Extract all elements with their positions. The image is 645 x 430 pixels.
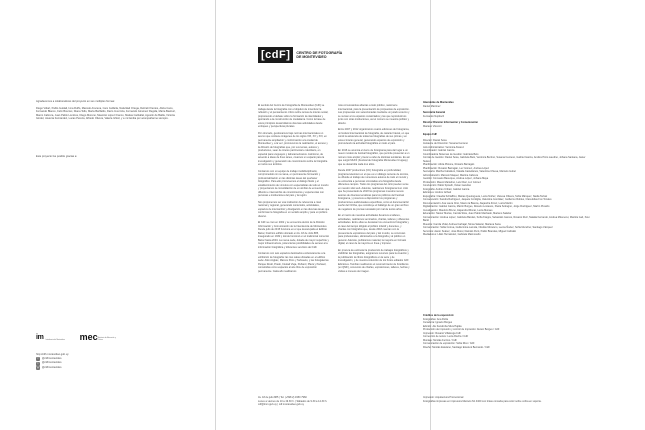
im-logo: im (36, 334, 44, 341)
equipo-line: Gestión: Consuelo Basurque, Andrea López, Johana Maya (423, 177, 489, 180)
about-paragraph: más convocatorias abiertas a todo público, nacional e internacional, para la presentación de propuestas de exposición. Las propuestas son seleccionadas mediante un jurado externo y se suman a los espacios curatoriados y las que reproducimos junto con otras instituciones, así el número se muestra público y abierto. (338, 104, 410, 125)
equipo-line: Planificación: Alicia Pistone, Rosario Barragán (423, 163, 475, 166)
equipo-line: Documentación: Ana Laura Cirio, Mauro la Bianca, Alejandra Ibírez, Lucía Martín (423, 201, 513, 205)
equipo-line: Comité de Gestión: Daniel Sosa, Gabriela Belo, Verónica Berrino, Susana Centeno, Gabriel García, Andrés Pinto Laudino, Johana Santana, Javier Suárez (423, 156, 586, 163)
about-paragraph: El sentido del Centro de Fotografía de Montevideo (CdF) se trabaja desde la fotografía con el objetivo de incentivar la reflexión y el pensamiento crítico sobre temas de interés social, proponiendo el debate sobre la formación de identidades y aportando a la construcción de ciudadanía. Como la base de estos principios desarrollamos diversas actividades desde enfoques y perspectivas plurales. (258, 104, 329, 128)
hours-line: Lunes a viernes de 10 a 19.30 h. | Sábados de 9.30 a 14.30 h. (258, 399, 328, 403)
equipo-line: Asistente de Dirección: Susana Centeno (423, 142, 468, 145)
equipo-line: Investigación: Mauricio Bruno, Alejandra Wisnar, Lucía Moraes (423, 208, 493, 212)
impresion-title: Impresión: Arquitectura Promocional (423, 396, 464, 399)
equipo-line: Coordinador: Gabriel García (423, 149, 455, 152)
web-link[interactable]: http://cdf.montevideo.gub.uy (36, 353, 69, 356)
equipo-line: Producción: Mauro Martelino, Luis Díaz, Luz Gómez (423, 180, 481, 184)
address-block (258, 396, 398, 407)
about-paragraph: Por otra lado, gestionamos bajo normas internacionales un acervo que contiene imágenes de los siglos XIX, XX y XXI, en permanente ampliación y conformación a la ciudad de Montevideo y, a la vez, promovemos la realización, el acceso y la difusión de fotografías que, por sus temas, autores y productores, sean de interés patrimonial e identitario, en especial para uruguayos y latinoamericanos. Asimismo, de acuerdo a ideas de fines tanes, creamos un espacio para la investigación y generación de conocimiento sobre la fotografía en todos sus ámbitos. (258, 131, 328, 166)
staff-role: Secretaria General (423, 111, 446, 114)
social-handle: @cdfmontevideo (42, 357, 62, 361)
contact-line[interactable]: cdf@imm.gub.uy | cdf.montevideo.gub.uy (258, 403, 304, 406)
equipo-line: Servicios: Aaron Suárez, José Morel, Damián Peró, Pablo Brandao, Miguel Carballo (423, 229, 516, 233)
equipo-line: Espografía: Claudia Schiaffino, Matías Queiroguera, Lucía Núñez, Vanesa Olivera, Sofía Márquez, Nadia Terkiel (423, 194, 548, 198)
credits-title: Créditos de la exposición: (423, 314, 455, 317)
thanks-heading: Agradecemos a colaboradores del proyecto en sus múltiples formas: (36, 100, 115, 103)
cdf-logo-text: CENTRO DE FOTOGRAFÍA DE MONTEVIDEO (296, 50, 343, 59)
social-handle: @cdfmontevideo (42, 365, 62, 369)
instagram-icon: ◎ (36, 365, 40, 369)
staff-block (423, 101, 593, 311)
thanks-block (36, 100, 176, 124)
about-paragraph: Contamos con un equipo de trabajo multidisciplinario, comprometido con su tarea, en permanente formación y profesionalización en las distintas áreas del quehacer fotográfico. Para ello promovemos el diálogo fluido y el establecimiento de vínculos con especialistas de todo el mundo y proyectamos la consolidación de un ámbito de encuentro, difusión e intercambio de conocimientos y experiencias con personas e instituciones del país y la región. (258, 169, 329, 197)
cdf-logo (258, 47, 342, 63)
facebook-icon: f (37, 357, 39, 361)
mec-logo-caption: Ministerio de Educación y Cultura (97, 338, 116, 341)
impresion-text: Fotografías impresas en impresora Marcelo NJ 4400 con tintas consulta para color sobre cobra en soporte. (423, 399, 542, 403)
im-logo-caption: Intendencia de Montevideo (45, 340, 65, 341)
equipo-line: Digitalización: Gabriel García, Martín Borges, Rosario Lostanos, Paola Sotragno, Jorge Rodríguez, Martín Picardo (423, 205, 550, 208)
equipo-line: Coordinadora Sistemas de Gestión: Gabriela Belo (423, 152, 479, 156)
credits-line: Comunicación de exposición: Sofía Rico / CdF (423, 342, 475, 345)
equipo-line: Mediadores: Lilián Hernández, Gabriela Maimonello (423, 233, 481, 236)
social-handle: @cdfmontevideo (42, 361, 62, 365)
credits-line: Corrección de textos: Lucía Rocha / CdF (423, 335, 469, 338)
about-paragraph: En el marco de nuestras actividades llevamos a talleres, actividades, realizamos seminarios, charlas, talleres y diferentes actividades. Entre ellas se destacan los encuentros Fotografía y el caso del tiempo dirigido al público infantil y docentes, y charlas con fotógrafos que, desde 2018 cuentan con la presencia de expositores del país y del mundo, se concretan para profesionales, aficionados a la fotografía y al público en general. Además, publicamos material, la mayoría en formato digital, el caso de la mayoría en línea y impreso. (338, 214, 410, 245)
social-block (36, 353, 69, 370)
support-line (36, 155, 176, 162)
staff-name: Fernando Nopitsch (423, 114, 445, 118)
about-paragraph: El CdF se creó en 2002 y se encuentra dentro de la División Información y Comunicación de la Intendencia de Montevideo. Desde julio de 2015 funciona en el que desocupaba el Edificio Bazar, histórico edificio ubicado en Av. 18 de Julio 885, inaugurado en 1932 y donde funcionó en el tradicional comercio Bazar hasta 2004. La nueva sede, dotada de mayor superficie y mejor infraestructura, potencia las posibilidades de acceso a la información fotográfica y diferentes servicios del CdF. (258, 221, 330, 249)
sponsor-logos (36, 333, 118, 342)
credits-line: Impresión: Rosario Villalonga CdF (423, 331, 461, 335)
credits-block (423, 314, 593, 349)
credits-line: Diseño: Nicolás Estelano, Santiago Estela & Bernardo / CdF (423, 345, 490, 349)
equipo-title: Equipo CdF (423, 133, 438, 136)
staff-role: Intendente de Montevideo (423, 101, 454, 104)
credits-line: Curaduría: Ignacio Borges (423, 321, 453, 324)
about-paragraph: En procura de estimular la producción de trabajos fotográficos y visibilizar las fotografías, asignamos recursos para la creación y la publicación de libros fotográficos en la serie y de investigación, y de nuestra colección de los Fotos editados CdF Ediciones. También realizamos el reconocimiento de Fotoliteros (en QMF), convenios de charlas, exposiciones, talleres, fechas y visitas a museos de imagen. (338, 248, 410, 273)
thanks-names: Diego Vidart, Pablo Guidali, Ivna Ruffo, Marcelo Arocena, Cam Gulfarla, Natividad Ortega, Debrah Klentos, Alicia Cano, Fernando Blanco, Felix Bourcet, Diana Tello, Marta Berlfaldo, Darío Inverniza, Fernando Giménez Regida, Marta Beeburi, Marco Cabrera, Juan Pablo Lomizes, Diego Moreno, Mauricio López Franco, Matías Carballal, Agustín de Batlla, Victoria Gindel, Javierta Fernández, Lucas Pereira, Alfredo Olivera, Valeria Ghisil, y a mi familia por acompañarme siempre. (36, 106, 176, 121)
credits-line: Producción de impresión y control de impresión: Alvaro Borges / CdF (423, 328, 500, 331)
equipo-line: Comunicación: Andrea López, Gabriela Bardan, Sofía Kwigra, Sebastián Garcés, Rosario Ruiz, Natalia Ferrando, Andrea Mirenesvi, Maritza Geli, Xavi Bardi (423, 215, 590, 222)
equipo-line: Conducción: Pablo Spinelli, Vivian Gandino (423, 184, 472, 187)
cdf-logo-mark: [cdF] (258, 47, 293, 63)
equipo-line: Planificación: Rosario Barragán, Luz Gómez, Andrea López (423, 166, 490, 170)
about-paragraph: En 2016 se anuncia el cierre de Fotograma para dar lugar a un nuevo modelo de festival fotográfico, que permite presentar a un número más amplio y llevar a cabo de distintas temáticas. Es así que surgió MUFF (Festival de Fotografía Montevideo Uruguay) que se desarrolla cada tres años. (338, 148, 410, 166)
equipo-line: Conservación: Sandra Rodríguez, Jaquele Cordiglia, Valentina González, Guillermo Robles, Clara Elías Fox Tondeo (423, 198, 552, 201)
about-paragraph: Nos proponemos ser una institución de referencia a nivel nacional y regional, generando contenidos, actividades, espacios de intercambio y divulgación en las diversas áreas que conforman la fotografía en un sentido amplio y para un público diverso. (258, 200, 330, 218)
staff-entry (423, 121, 593, 128)
staff-role: Director División Información y Comunicación (423, 121, 479, 124)
about-column-1 (258, 104, 330, 394)
equipo-line: Jefe Administrativo: Verónica Alvarez (423, 145, 464, 149)
credits-line: Fotografías: Ana Roña (423, 317, 449, 321)
address-line: Av. 18 de julio 885 | Tel. (+598 2) 1950 7960 (258, 396, 307, 399)
equipo-line: Educación: Néstor Murias, Camila Silva, Juan Pablo Machado, Mariano Salazar (423, 212, 512, 215)
staff-entry (423, 101, 593, 108)
equipo-line: Administración: Marcelo Maquel, Martina Cabrera (423, 173, 479, 177)
staff-entry (423, 111, 593, 118)
about-column-2 (338, 104, 410, 394)
equipo-line: Fotografía: Andrés Cribari, Gabriel García (423, 187, 470, 191)
about-paragraph: Contamos con seis espacios destinados exclusivamente a la exhibición de fotografía: las tres salas ubicadas en el edificio sede: Aldo Anglaix, Marcos Pons y Subsuelo, y las Fotogalerías Parque Rodó, Prado, Ciudad Vieja, Peñarol, Plaza y Perlasol, concebidas como espacios al aire libre de exposición permanente. Cada año realizamos (258, 252, 329, 273)
mec-logo: mec (79, 332, 98, 342)
staff-name: Mariano Visconti (423, 124, 442, 128)
equipo-line: Muestra: Camila Vidal, Andrea Carbajal, Ninoa Salazar, Mariana Sana (423, 222, 501, 226)
equipo-line: Comunicación: Sofia Correa, Guillermina Lamola, Nicolás Morelero, Leona Ñodez, Sofía Mencher, Santiago Vázquez (423, 226, 553, 229)
credits-line: Edición: Ale Kandroba Silva Hajtka (423, 324, 462, 328)
support-text: Este proyecto fue posible gracias a: (36, 155, 78, 158)
equipo-line: Ediciones: Andrés Gribari (423, 191, 452, 194)
about-paragraph: Entre 2007 y 2012 organizamos cuatro ediciones de Fotograma, un festival internacional de fotografía, de carácter bienal, en que contó la asistencia de todas las fotografías de sus primas y en esta el interés general, generando espacios de exposición y promoviendo la actividad fotográfica en todo el país. (338, 128, 410, 145)
credits-line: Montaje: Nicolás Ferrino / CdF (423, 338, 457, 342)
social-row-instagram[interactable] (36, 366, 69, 370)
equipo-line: Director: Daniel Sosa (423, 138, 447, 142)
about-paragraph: Desde 2007 producimos (CC) Fotografía en profundidad, programa televisivo en el que es un diálogo reciente de técnica, se difunde el trabajo de numerosos autores de todo el mundo y se entrevista a personas vinculadas a la fotografía desde diferentes campos. Todos los programas del ciclo pueden verse en nuestro sitio web. Además, realizamos Fotograma fest. ciclo que ha presentado de 2018 los programas muestra nuevos autores de diversas temáticas para los públicos del Festival Fotograma, y ponemos a disposición los programas y producciones audiovisuales específicas, como el documental El sueño del Orizba, que constituye el hallazgo de un gran archivo de negativos de prensa rescatado por mal de textos años. (338, 169, 409, 211)
staff-name: Daniel Martínez (423, 104, 441, 108)
impresion-block (423, 396, 593, 403)
fold-line-left (215, 0, 216, 430)
equipo-line: Secretaría: Martha Caballero, Natalia Castellanos, Valentina Chiesa, Marcelo Gubel (423, 170, 516, 173)
twitter-icon: t (37, 361, 39, 365)
